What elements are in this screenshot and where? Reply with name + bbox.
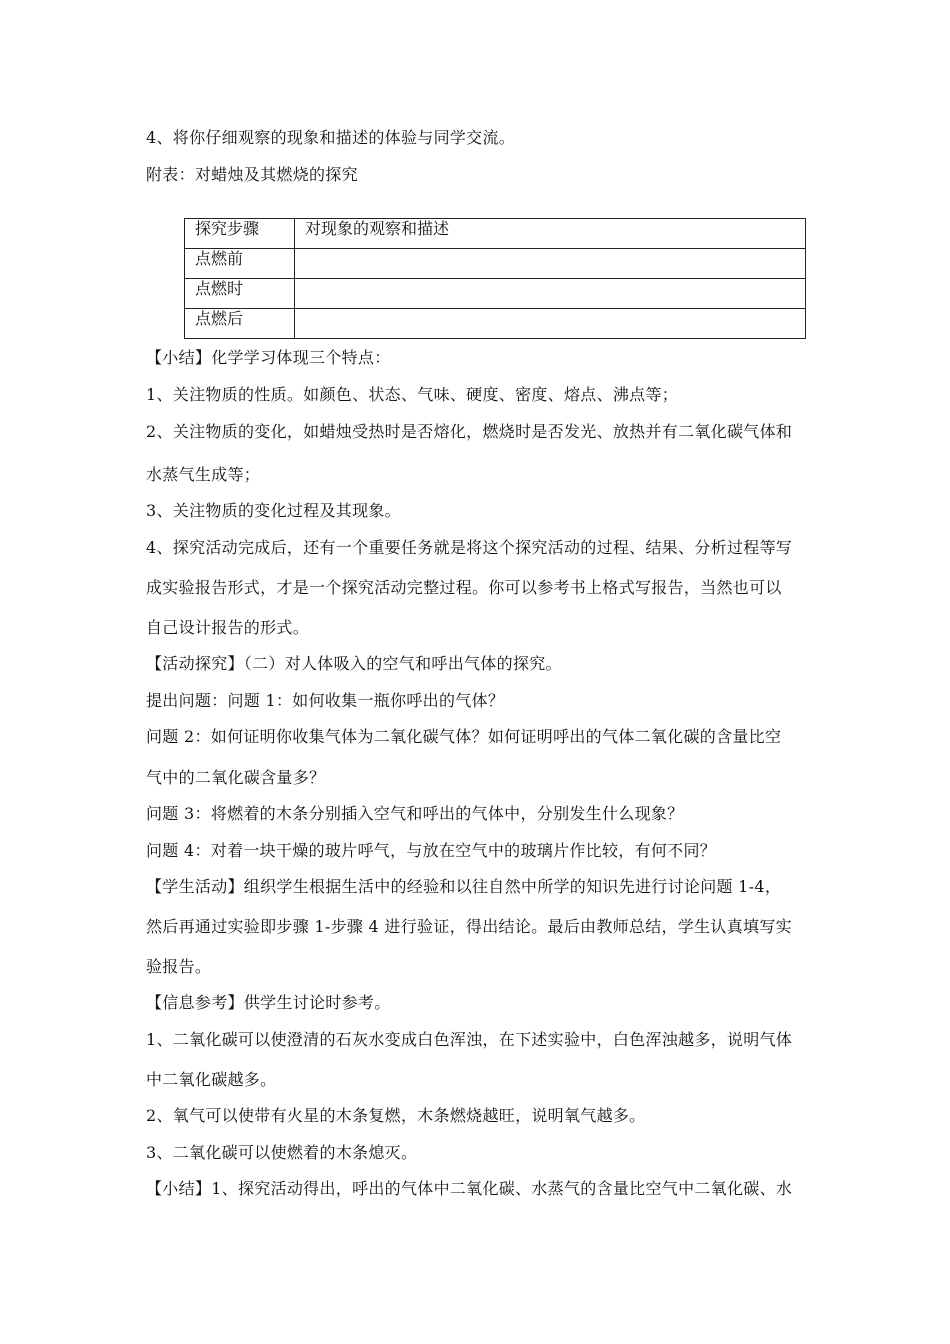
text-line: 问题 3：将燃着的木条分别插入空气和呼出的气体中，分别发生什么现象？	[146, 804, 684, 823]
table-cell: 点燃前	[185, 249, 295, 279]
table-cell	[295, 309, 806, 339]
text-line: 【学生活动】组织学生根据生活中的经验和以往自然中所学的知识先进行讨论问题 1-4，	[146, 877, 782, 896]
text-line: 4、探究活动完成后，还有一个重要任务就是将这个探究活动的过程、结果、分析过程等写	[146, 538, 793, 557]
text-line: 2、氧气可以使带有火星的木条复燃，木条燃烧越旺，说明氧气越多。	[146, 1106, 646, 1125]
text-line: 中二氧化碳越多。	[146, 1070, 277, 1089]
text-line: 水蒸气生成等；	[146, 465, 261, 484]
text-line: 问题 2：如何证明你收集气体为二氧化碳气体？如何证明呼出的气体二氧化碳的含量比空	[146, 727, 782, 746]
probe-table	[184, 218, 806, 339]
table-cell: 点燃后	[185, 309, 295, 339]
text-line: 4、将你仔细观察的现象和描述的体验与同学交流。	[146, 128, 516, 147]
table-row	[185, 249, 806, 279]
text-line: 验报告。	[146, 957, 212, 976]
table-caption: 附表：对蜡烛及其燃烧的探究	[146, 165, 358, 184]
text-line: 【信息参考】供学生讨论时参考。	[146, 993, 391, 1012]
text-line: 3、二氧化碳可以使燃着的木条熄灭。	[146, 1143, 418, 1162]
text-line: 气中的二氧化碳含量多？	[146, 768, 326, 787]
text-line: 1、二氧化碳可以使澄清的石灰水变成白色浑浊，在下述实验中，白色浑浊越多，说明气体	[146, 1030, 793, 1049]
text-line: 【小结】1、探究活动得出，呼出的气体中二氧化碳、水蒸气的含量比空气中二氧化碳、水	[146, 1179, 793, 1198]
text-line: 【小结】化学学习体现三个特点：	[146, 348, 391, 367]
table-row	[185, 309, 806, 339]
text-line: 3、关注物质的变化过程及其现象。	[146, 501, 401, 520]
text-line: 【活动探究】（二）对人体吸入的空气和呼出气体的探究。	[146, 654, 562, 673]
text-line: 提出问题：问题 1：如何收集一瓶你呼出的气体？	[146, 691, 505, 710]
table-header-cell: 探究步骤	[185, 219, 295, 249]
table-header-row	[185, 219, 806, 249]
text-line: 自己设计报告的形式。	[146, 618, 310, 637]
table-cell	[295, 249, 806, 279]
text-line: 问题 4：对着一块干燥的玻片呼气，与放在空气中的玻璃片作比较，有何不同？	[146, 841, 717, 860]
text-line: 成实验报告形式，才是一个探究活动完整过程。你可以参考书上格式写报告，当然也可以	[146, 578, 782, 597]
text-line: 2、关注物质的变化，如蜡烛受热时是否熔化，燃烧时是否发光、放热并有二氧化碳气体和	[146, 422, 793, 441]
table-row	[185, 279, 806, 309]
table-cell	[295, 279, 806, 309]
table-cell: 点燃时	[185, 279, 295, 309]
text-line: 1、关注物质的性质。如颜色、状态、气味、硬度、密度、熔点、沸点等；	[146, 385, 679, 404]
text-line: 然后再通过实验即步骤 1-步骤 4 进行验证，得出结论。最后由教师总结，学生认真填写实	[146, 917, 792, 936]
table-header-cell: 对现象的观察和描述	[295, 219, 806, 249]
